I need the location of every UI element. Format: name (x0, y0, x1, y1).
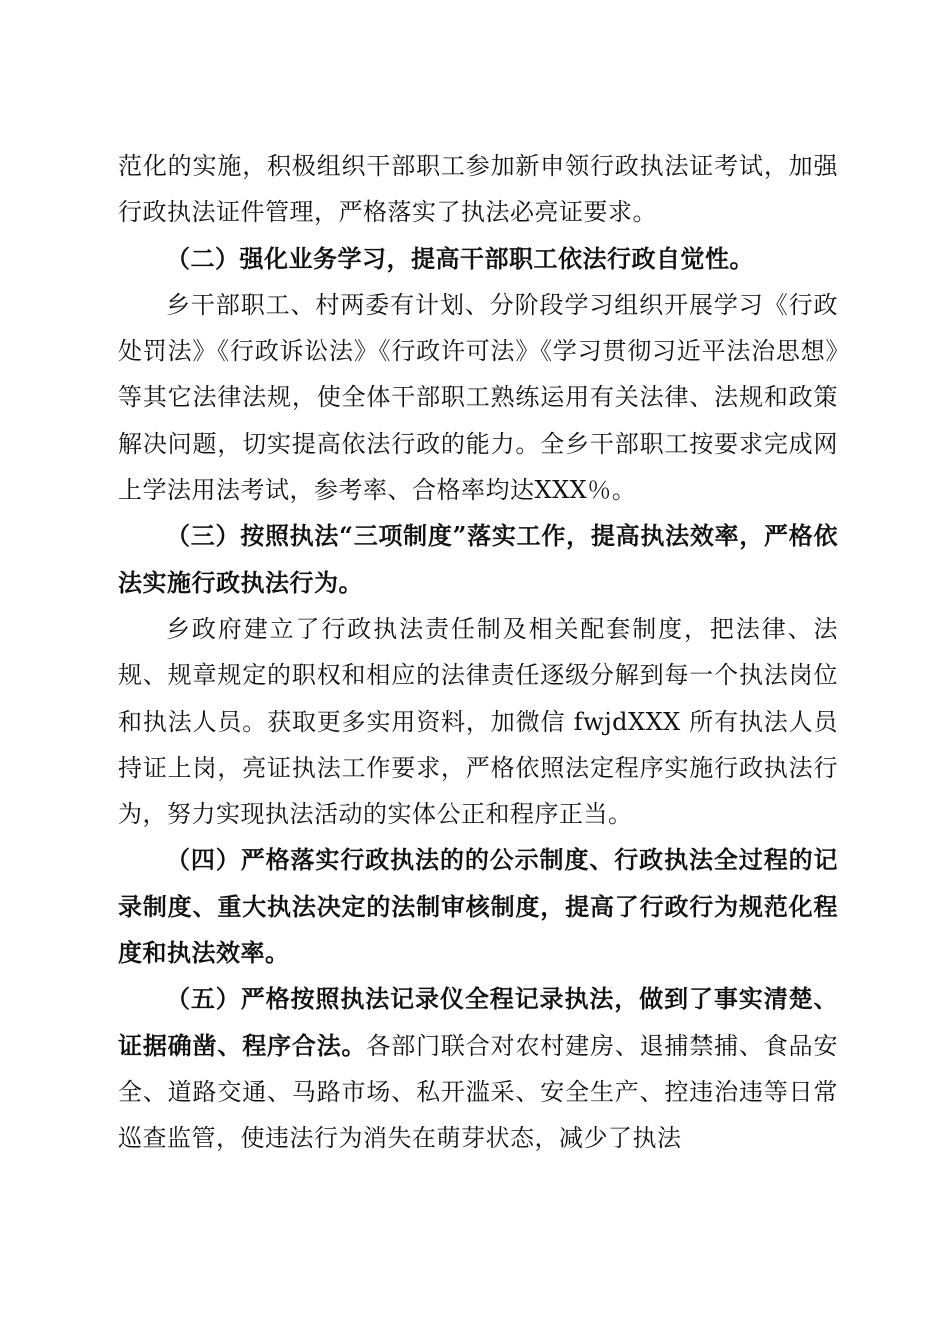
section-heading-4: （四）严格落实行政执法的的公示制度、行政执法全过程的记录制度、重大执法决定的法制审核制度，提高了行政行为规范化程度和执法效率。 (118, 845, 838, 968)
section-heading-3: （三）按照执法“三项制度”落实工作，提高执法效率，严格依法实施行政执法行为。 (118, 521, 838, 597)
paragraph-2: 乡干部职工、村两委有计划、分阶段学习组织开展学习《行政处罚法》《行政诉讼法》《行政许可法》《学习贯彻习近平法治思想》等其它法律法规，使全体干部职工熟练运用有关法律、法规和政策解决问题，切实提高依法行政的能力。全乡干部职工按要求完成网上学法用法考试，参考率、合格率均达XXX％。 (118, 290, 838, 505)
paragraph-1: 范化的实施，积极组织干部职工参加新申领行政执法证考试，加强行政执法证件管理，严格落实了执法必亮证要求。 (118, 152, 838, 227)
document-body (118, 143, 838, 1162)
section-heading-5: （五）严格按照执法记录仪全程记录执法，做到了事实清楚、证据确凿、程序合法。 (118, 984, 838, 1060)
paragraph-5-body: 各部门联合对农村建房、退捕禁捕、食品安全、道路交通、马路市场、私开滥采、安全生产、控违治违等日常巡查监管，使违法行为消失在萌芽状态，减少了执法 (118, 1031, 839, 1153)
section-heading-2: （二）强化业务学习，提高干部职工依法行政自觉性。 (166, 243, 754, 273)
paragraph-5 (118, 976, 838, 1161)
paragraph-3: 乡政府建立了行政执法责任制及相关配套制度，把法律、法规、规章规定的职权和相应的法律责任逐级分解到每一个执法岗位和执法人员。获取更多实用资料，加微信 fwjdXXX 所有执法人员持证上岗，亮证执法工作要求，严格依照法定程序实施行政执法行为，努力实现执法活动的实体公正和程序正当。 (118, 614, 838, 829)
